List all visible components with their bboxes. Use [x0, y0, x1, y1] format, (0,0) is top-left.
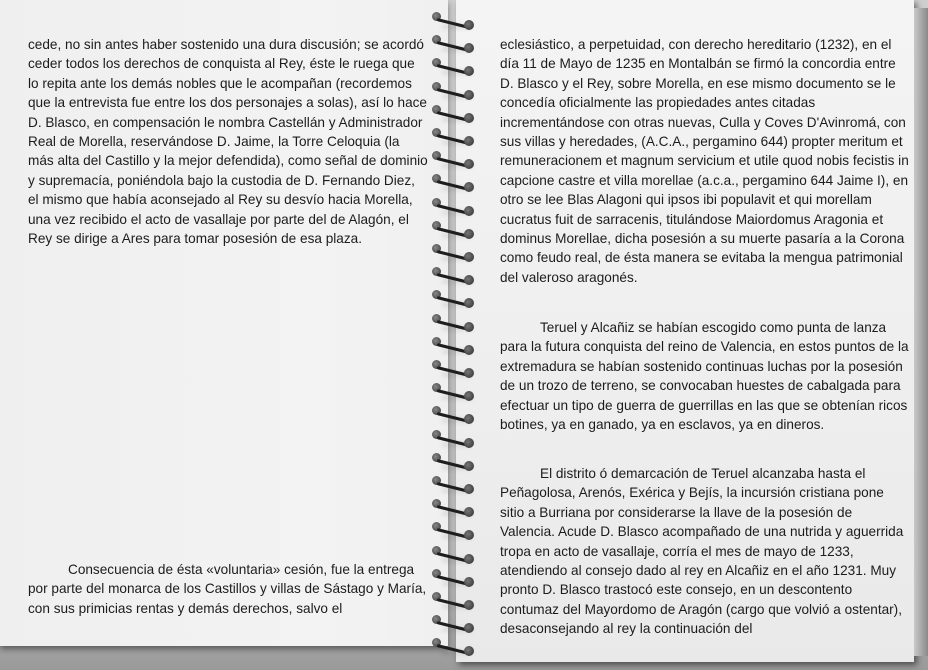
spiral-ring-icon [428, 335, 484, 355]
spiral-ring-icon [428, 103, 484, 123]
spiral-ring-icon [428, 196, 484, 216]
spiral-ring-icon [428, 520, 484, 540]
paragraph-text: cede, no sin antes haber sostenido una dura discusión; se acordó ceder todos los derechos de conquista al Rey, éste le ruega que lo repita ante los demás nobles que le acompañan (recordemos que la entrevista fue entre los dos personajes a solas), así lo hace D. Blasco, en compensación le nombra Castellán y Administrador Real de Morella, reservándose D. Jaime, la Torre Celoquia (la más alta del Castillo y la mejor defendida), como señal de dominio y supremacía, poniéndola bajo la custodia de D. Fernando Diez, el mismo que había aconsejado al Rey su desvío hacia Morella, una vez recibido el acto de vasallaje por parte del de Alagón, el Rey se dirige a Ares para tomar posesión de esa plaza. [28, 37, 428, 247]
spiral-ring-icon [428, 10, 484, 30]
spiral-binding-icon [428, 0, 488, 670]
spiral-ring-icon [428, 544, 484, 564]
spiral-ring-icon [428, 474, 484, 494]
spiral-ring-icon [428, 590, 484, 610]
right-page-paragraph-1 [500, 35, 910, 287]
right-page-paragraph-3 [500, 464, 910, 639]
spiral-ring-icon [428, 126, 484, 146]
spiral-ring-icon [428, 80, 484, 100]
spiral-ring-icon [428, 288, 484, 308]
spiral-ring-icon [428, 358, 484, 378]
right-page-paragraph-2 [500, 318, 910, 434]
spiral-ring-icon [428, 56, 484, 76]
spiral-ring-icon [428, 242, 484, 262]
spiral-ring-icon [428, 381, 484, 401]
spiral-ring-icon [428, 265, 484, 285]
spiral-ring-icon [428, 172, 484, 192]
spiral-ring-icon [428, 219, 484, 239]
spiral-ring-icon [428, 149, 484, 169]
spiral-ring-icon [428, 636, 484, 656]
left-page-paragraph-1 [28, 35, 428, 248]
spiral-ring-icon [428, 451, 484, 471]
left-page-paragraph-2 [28, 560, 428, 618]
paragraph-text: Consecuencia de ésta «voluntaria» cesión, fue la entrega por parte del monarca de los Castillos y villas de Sástago y María, con sus primicias rentas y demás derechos, salvo el [28, 562, 427, 616]
spiral-ring-icon [428, 33, 484, 53]
paragraph-text: Teruel y Alcañiz se habían escogido como punta de lanza para la futura conquista del reino de Valencia, en estos puntos de la extremadura se habían sostenido continuas luchas por la posesión de un trozo de terreno, se convocaban huestes de cabalgada para efectuar un tipo de guerra de guerrillas en las que se obtenían ricos botines, ya en ganado, ya en esclavos, ya en dineros. [500, 320, 909, 433]
spiral-ring-icon [428, 312, 484, 332]
paragraph-text: El distrito ó demarcación de Teruel alcanzaba hasta el Peñagolosa, Arenós, Exérica y Bejís, la incursión cristiana pone sitio a Burriana por considerarse la llave de la posesión de Valencia. Acude D. Blasco acompañado de una nutrida y aguerrida tropa en acto de vasallaje, corría el mes de mayo de 1233, atendiendo al consejo dado al rey en Alcañiz en el año 1231. Muy pronto D. Blasco trastocó este consejo, en un descontento contumaz del Mayordomo de Aragón (cargo que volvió a ostentar), desaconsejando al rey la continuación del [500, 466, 904, 637]
paragraph-text: eclesiástico, a perpetuidad, con derecho hereditario (1232), en el día 11 de Mayo de 1235 en Montalbán se firmó la concordia entre D. Blasco y el Rey, sobre Morella, en ese mismo documento se le concedía oficialmente las propiedades antes citadas incrementándose con otras nuevas, Culla y Coves D'Avinromá, con sus villas y heredades, (A.C.A., pergamino 644) propter meritum et remuneracionem et magnum servicium et utile quod nobis fecistis in capcione castre et villa morellae (a.c.a., pergamino 644 Jaime I), en otro se lee Blas Alagoni qui ipsos ibi populavit et qui morellam cucratus fuit de sarracenis, titulándose Maiordomus Aragonia et dominus Morellae, dicha posesión a su muerte pasaría a la Corona como feudo real, de ésta manera se evitaba la mengua patrimonial del valeroso aragonés. [500, 37, 909, 285]
spiral-ring-icon [428, 404, 484, 424]
spiral-ring-icon [428, 428, 484, 448]
spiral-ring-icon [428, 613, 484, 633]
spiral-ring-icon [428, 567, 484, 587]
spiral-ring-icon [428, 497, 484, 517]
